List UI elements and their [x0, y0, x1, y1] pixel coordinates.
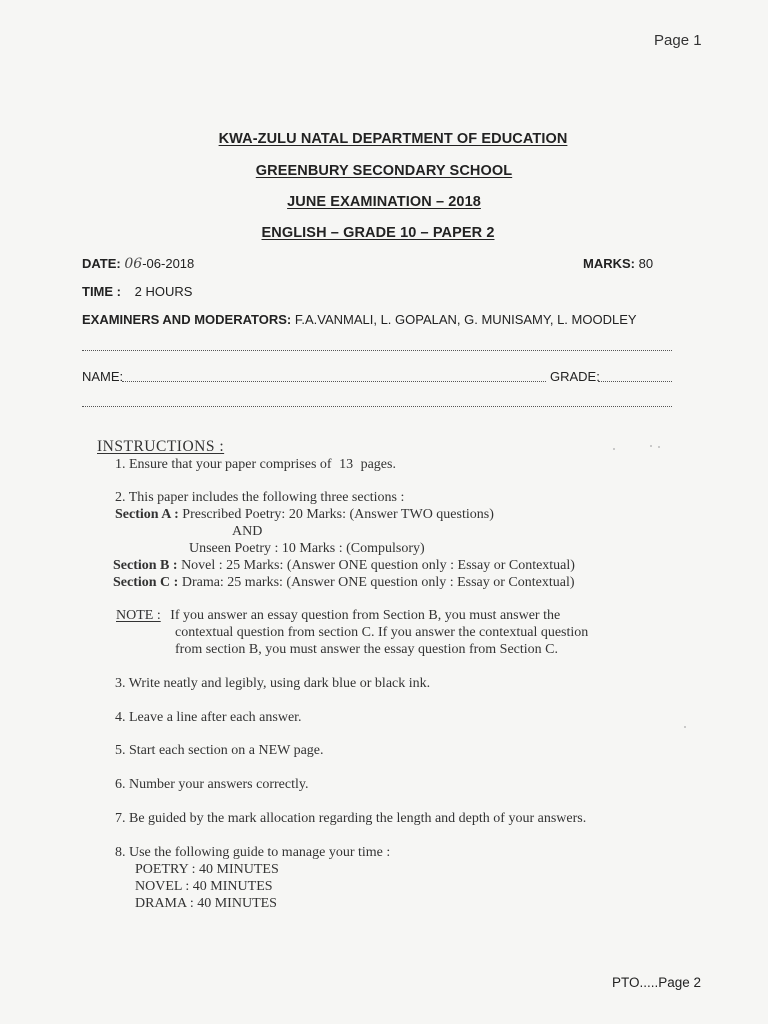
time-guide-novel: NOVEL : 40 MINUTES	[135, 879, 273, 894]
examiners-field	[82, 312, 637, 327]
header-exam: JUNE EXAMINATION – 2018	[287, 194, 481, 210]
name-label: NAME:	[82, 369, 124, 384]
instruction-item-3: 3. Write neatly and legibly, using dark blue or black ink.	[115, 676, 431, 691]
instructions-title: INSTRUCTIONS :	[97, 438, 225, 455]
instruction-item-5: 5. Start each section on a NEW page.	[115, 743, 324, 758]
examiners-label: EXAMINERS AND MODERATORS:	[82, 312, 292, 327]
instruction-item-7: 7. Be guided by the mark allocation regarding the length and depth of your answers.	[115, 811, 587, 826]
time-guide-drama: DRAMA : 40 MINUTES	[135, 896, 277, 911]
note: NOTE : If you answer an essay question from Section B, you must answer the	[116, 608, 561, 623]
section-c: Section C : Drama: 25 marks: (Answer ONE question only : Essay or Contextual)	[113, 575, 575, 590]
marks-label: MARKS:	[583, 256, 635, 271]
section-a: Section A : Prescribed Poetry: 20 Marks: (Answer TWO questions)	[115, 507, 494, 522]
instruction-item-1: 1. Ensure that your paper comprises of 13 pages.	[115, 457, 396, 472]
scan-speck	[658, 446, 660, 448]
grade-label: GRADE:	[550, 369, 600, 384]
header-school: GREENBURY SECONDARY SCHOOL	[255, 163, 513, 179]
note-line-2: contextual question from section C. If you answer the contextual question	[175, 625, 589, 640]
time-field	[82, 284, 192, 299]
time-guide-poetry: POETRY : 40 MINUTES	[135, 862, 279, 877]
instruction-item-6: 6. Number your answers correctly.	[115, 777, 309, 792]
examiners-value: F.A.VANMALI, L. GOPALAN, G. MUNISAMY, L. MOODLEY	[294, 312, 637, 327]
note-label: NOTE :	[116, 608, 161, 623]
blank-line	[82, 405, 672, 407]
unseen-poetry: Unseen Poetry : 10 Marks : (Compulsory)	[189, 541, 425, 556]
page-number: Page 1	[654, 32, 702, 49]
instruction-item-2: 2. This paper includes the following three sections :	[115, 490, 405, 505]
scan-speck	[613, 448, 615, 450]
instruction-item-4: 4. Leave a line after each answer.	[115, 710, 302, 725]
footer-pto: PTO.....Page 2	[612, 975, 702, 990]
scan-speck	[650, 445, 652, 447]
date-field	[82, 256, 194, 272]
marks-value: 80	[638, 256, 654, 271]
date-handwritten: 06	[124, 256, 143, 272]
header-department: KWA-ZULU NATAL DEPARTMENT OF EDUCATION	[218, 131, 568, 147]
marks-field	[583, 256, 653, 271]
note-line-3: from section B, you must answer the essay question from Section C.	[175, 642, 558, 657]
date-value: -06-2018	[142, 256, 195, 271]
instruction-item-8: 8. Use the following guide to manage your time :	[115, 845, 391, 860]
and-text: AND	[232, 524, 263, 539]
blank-line	[82, 349, 672, 351]
section-b: Section B : Novel : 25 Marks: (Answer ONE question only : Essay or Contextual)	[113, 558, 575, 573]
time-label: TIME :	[82, 284, 121, 299]
header-subject: ENGLISH – GRADE 10 – PAPER 2	[261, 225, 495, 241]
scan-speck	[684, 726, 686, 728]
time-value: 2 HOURS	[134, 284, 193, 299]
date-label: DATE:	[82, 256, 121, 271]
name-line	[122, 380, 546, 382]
grade-line	[598, 380, 672, 382]
